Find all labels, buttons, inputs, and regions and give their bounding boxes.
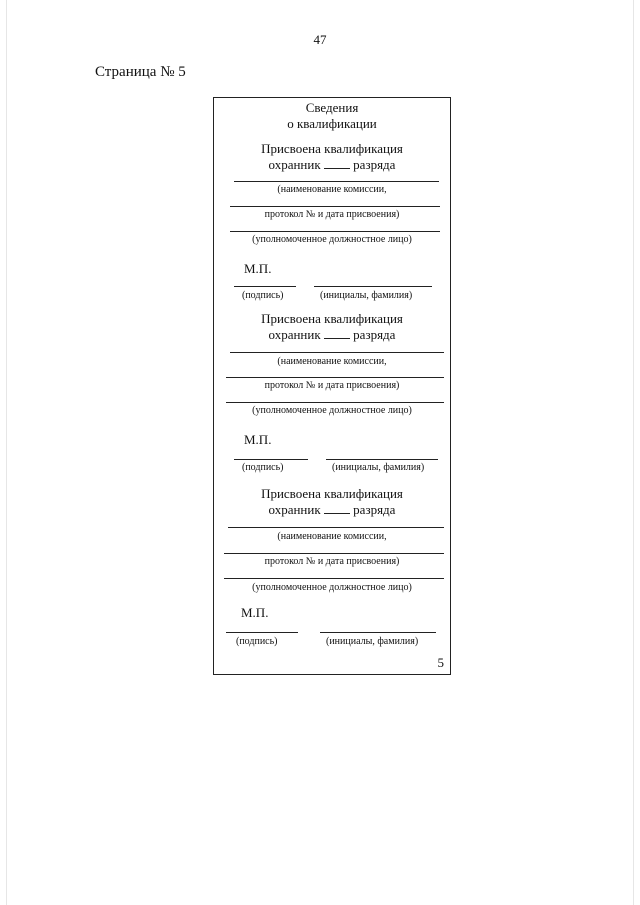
card-heading [214, 100, 450, 132]
name-caption: (инициалы, фамилия) [332, 462, 425, 473]
name-caption: (инициалы, фамилия) [326, 636, 419, 647]
official-caption: (уполномоченное должностное лицо) [252, 582, 412, 593]
protocol-line[interactable] [230, 206, 440, 207]
card-number: 5 [437, 655, 444, 670]
scan-edge-left [6, 0, 7, 905]
commission-line[interactable] [230, 352, 444, 353]
signature-caption: (подпись) [242, 462, 284, 473]
signature-caption: (подпись) [242, 290, 284, 301]
official-caption: (уполномоченное должностное лицо) [252, 234, 412, 245]
protocol-line[interactable] [224, 553, 444, 554]
card-heading-line2: о квалификации [287, 116, 377, 131]
official-line[interactable] [230, 231, 440, 232]
signature-caption: (подпись) [236, 636, 278, 647]
stamp-mark: М.П. [244, 261, 272, 276]
grade-line: охранник разряда [268, 327, 396, 342]
assigned-title: Присвоена квалификация [261, 486, 403, 501]
page-label: Страница № 5 [95, 64, 186, 80]
name-line[interactable] [320, 632, 436, 633]
name-caption: (инициалы, фамилия) [320, 290, 413, 301]
official-line[interactable] [224, 578, 444, 579]
name-line[interactable] [326, 459, 438, 460]
grade-blank-field[interactable] [324, 327, 350, 339]
grade-blank-field[interactable] [324, 502, 350, 514]
stamp-mark: М.П. [244, 432, 272, 447]
commission-caption: (наименование комиссии, [277, 356, 387, 367]
commission-caption: (наименование комиссии, [277, 184, 387, 195]
assigned-title: Присвоена квалификация [261, 141, 403, 156]
protocol-caption: протокол № и дата присвоения) [264, 380, 400, 391]
protocol-line[interactable] [226, 377, 444, 378]
assigned-title: Присвоена квалификация [261, 311, 403, 326]
name-line[interactable] [314, 286, 432, 287]
official-caption: (уполномоченное должностное лицо) [252, 405, 412, 416]
commission-line[interactable] [234, 181, 439, 182]
signature-line[interactable] [234, 286, 296, 287]
stamp-mark: М.П. [241, 605, 269, 620]
protocol-caption: протокол № и дата присвоения) [264, 556, 400, 567]
qualification-card [213, 97, 451, 675]
grade-line: охранник разряда [268, 157, 396, 172]
commission-caption: (наименование комиссии, [277, 531, 387, 542]
card-heading-line1: Сведения [305, 100, 359, 115]
official-line[interactable] [226, 402, 444, 403]
page-number: 47 [313, 32, 327, 47]
protocol-caption: протокол № и дата присвоения) [264, 209, 400, 220]
grade-line: охранник разряда [268, 502, 396, 517]
scan-edge-right [633, 0, 634, 905]
signature-line[interactable] [226, 632, 298, 633]
grade-blank-field[interactable] [324, 157, 350, 169]
signature-line[interactable] [234, 459, 308, 460]
commission-line[interactable] [228, 527, 444, 528]
